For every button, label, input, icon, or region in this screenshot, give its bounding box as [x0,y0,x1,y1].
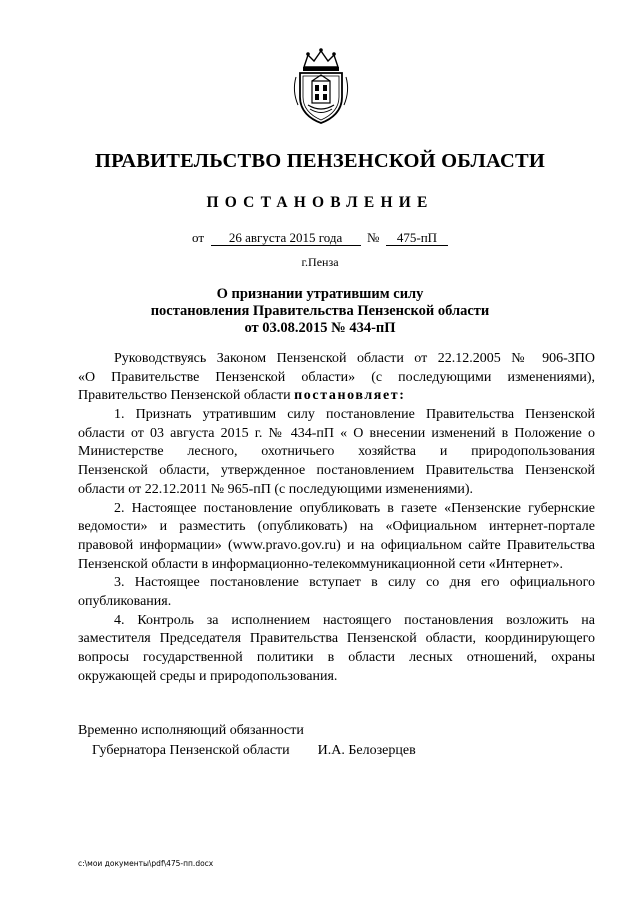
subject-line: от 03.08.2015 № 434-пП [244,320,396,336]
body-line: Руководствуясь Законом Пензенской области от 22.12.2005 № 906-ЗПО [114,351,595,366]
document-subject [0,286,640,337]
body-line: Министерстве лесного, охотничьего хозяйства и природопользования [78,444,595,460]
body-line: правовой информации» (www.pravo.gov.ru) и на официальном сайте Правительства [78,537,595,553]
document-date: 26 августа 2015 года [211,230,361,246]
subject-line: постановления Правительства Пензенской области [150,303,490,319]
resolves-word: постановляет: [294,388,406,404]
body-line: 3. Настоящее постановление вступает в силу со дня его официального [114,575,595,591]
body-line: Пензенской области, утвержденное постановлением Правительства Пензенской [78,463,595,479]
body-line: окружающей среды и природопользования. [78,668,338,684]
body-line: 4. Контроль за исполнением настоящего постановления возложить на [114,612,595,628]
signature-position: Губернатора Пензенской области [92,743,290,758]
document-body [78,350,595,686]
number-sign: № [367,230,380,245]
organization-title: ПРАВИТЕЛЬСТВО ПЕНЗЕНСКОЙ ОБЛАСТИ [95,150,545,172]
body-line: заместителя Председателя Правительства Пензенской области, координирующего [78,631,595,647]
signature-block [78,721,416,761]
body-line: области от 03 августа 2015 г. № 434-пП « О внесении изменений в Положение о [78,425,595,441]
city: г.Пенза [301,255,339,269]
document-number: 475-пП [386,230,448,246]
body-line: 2. Настоящее постановление опубликовать в газете «Пензенские губернские [114,500,595,516]
signatory-name: И.А. Белозерцев [317,743,416,758]
body-line: ведомости» и разместить (опубликовать) на «Официальном интернет-портале [78,519,595,535]
signature-title-row [78,741,416,761]
body-line [78,387,595,406]
body-line: вопросы государственной политики в области лесных отношений, охраны [78,650,595,665]
body-line: Пензенской области в информационно-телекоммуникационной сети «Интернет». [78,556,564,572]
body-line: области от 22.12.2011 № 965-пП (с последующими изменениями). [78,481,474,497]
document-meta [0,230,640,246]
body-text: Правительство Пензенской области [78,388,291,404]
body-line: «О Правительстве Пензенской области» (с последующими изменениями), [78,369,595,385]
document-type: ПОСТАНОВЛЕНИЕ [206,194,434,211]
file-path-footer: c:\мои документы\pdf\475-пп.docx [78,859,214,868]
body-line: опубликования. [78,593,172,609]
body-line: 1. Признать утратившим силу постановление Правительства Пензенской [114,407,595,423]
subject-line: О признании утратившим силу [216,286,424,302]
date-prefix: от [192,230,205,245]
signature-title-line: Временно исполняющий обязанности [78,723,304,738]
penza-coat-of-arms-icon [290,47,352,125]
